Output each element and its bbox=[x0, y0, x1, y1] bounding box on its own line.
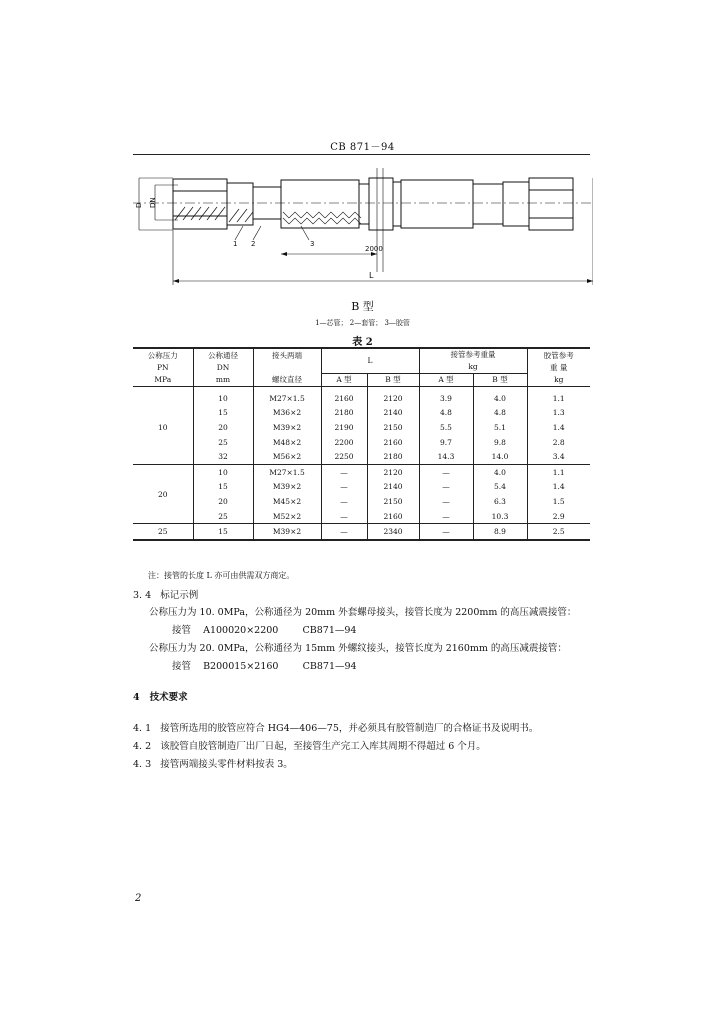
spec-table bbox=[133, 347, 590, 541]
dim-D-label: D bbox=[135, 202, 143, 208]
pressure-cell: 25 bbox=[133, 524, 193, 540]
page-number: 2 bbox=[135, 893, 142, 904]
example-line-2: 接管 A100020×2200 CB871—94 bbox=[172, 625, 357, 636]
dim-L-label: L bbox=[369, 271, 374, 280]
table-row: 20 10 M27×1.5 — 2120 — 4.0 1.1 bbox=[133, 464, 590, 479]
requirement-4-2: 4. 2 该胶管自胶管制造厂出厂日起，至接管生产完工入库其周期不得超过 6 个月。 bbox=[133, 741, 486, 752]
table-row: 15 M39×2 — 2140 — 5.4 1.4 bbox=[133, 480, 590, 495]
figure-legend: 1—芯管； 2—套管； 3—胶管 bbox=[315, 319, 410, 327]
header-diameter: 公称通径 DN mm bbox=[193, 348, 253, 387]
pressure-cell: 10 bbox=[157, 422, 168, 432]
dim-2000-label: 2000 bbox=[365, 245, 383, 253]
header-weight-a: A 型 bbox=[419, 374, 473, 387]
header-weight: 接管参考重量 bbox=[419, 348, 527, 361]
requirement-4-3: 4. 3 接管两端接头零件材料按表 3。 bbox=[133, 759, 293, 770]
header-weight-b: B 型 bbox=[473, 374, 527, 387]
callout-2: 2 bbox=[251, 240, 256, 248]
hose-assembly-drawing bbox=[133, 160, 593, 295]
callout-1: 1 bbox=[233, 240, 238, 248]
example-line-1: 公称压力为 10. 0MPa，公称通径为 20mm 外套螺母接头，接管长度为 2200mm 的高压减震接管： bbox=[149, 607, 577, 618]
table-row: 20 M45×2 — 2150 — 6.3 1.5 bbox=[133, 494, 590, 509]
callout-3: 3 bbox=[310, 240, 315, 248]
dim-DN-label: DN bbox=[149, 197, 157, 208]
pressure-cell: 20 bbox=[133, 464, 193, 523]
section-3-4-heading: 3. 4 标记示例 bbox=[133, 590, 199, 601]
example-line-4: 接管 B200015×2160 CB871—94 bbox=[172, 661, 357, 672]
table-note: 注：接管的长度 L 亦可由供需双方商定。 bbox=[148, 571, 295, 580]
header-pressure: 公称压力 PN MPa bbox=[133, 348, 193, 387]
requirement-4-1: 4. 1 接管所选用的胶管应符合 HG4—406—75，并必须具有胶管制造厂的合格证书及说明书。 bbox=[133, 723, 539, 734]
table-row: 15 M36×2 2180 2140 4.8 4.8 1.3 bbox=[133, 406, 590, 421]
header-thread: 接头两端 螺纹直径 bbox=[253, 348, 321, 387]
header-length-b: B 型 bbox=[367, 374, 419, 387]
header-length: L bbox=[321, 348, 419, 374]
section-4-heading: 4 技术要求 bbox=[133, 692, 188, 703]
table-row: 25 15 M39×2 — 2340 — 8.9 2.5 bbox=[133, 524, 590, 540]
header-length-a: A 型 bbox=[321, 374, 367, 387]
figure-caption: B 型 bbox=[351, 300, 374, 313]
table-row: 25 M48×2 2200 2160 9.7 9.8 2.8 bbox=[133, 435, 590, 450]
table-title: 表 2 bbox=[352, 337, 373, 348]
header-hose-weight: 胶管参考 重 量 kg bbox=[527, 348, 590, 387]
table-row: 10 10 M27×1.5 2160 2120 3.9 4.0 1.1 bbox=[133, 391, 590, 406]
table-row: 32 M56×2 2250 2180 14.3 14.0 3.4 bbox=[133, 449, 590, 464]
example-line-3: 公称压力为 20. 0MPa，公称通径为 15mm 外螺纹接头，接管长度为 2160mm 的高压减震接管： bbox=[149, 643, 567, 654]
header-rule bbox=[133, 154, 590, 155]
header-weight-unit: kg bbox=[419, 361, 527, 374]
table-row: 20 M39×2 2190 2150 5.5 5.1 1.4 bbox=[133, 420, 590, 435]
table-row: 25 M52×2 — 2160 — 10.3 2.9 bbox=[133, 509, 590, 524]
document-header: CB 871－94 bbox=[330, 142, 395, 153]
